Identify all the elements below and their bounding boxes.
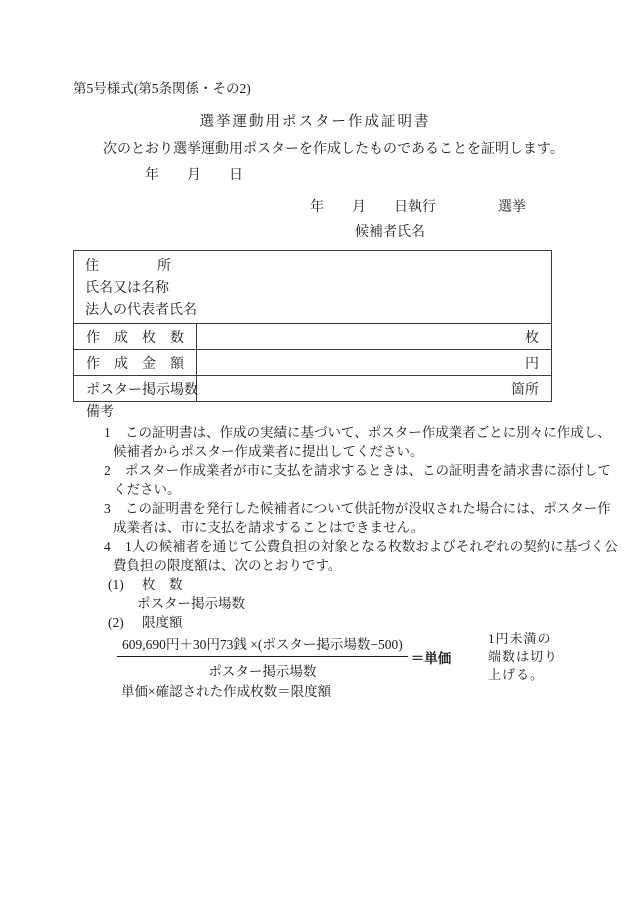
note-3-line-2: 成業者は、市に支払を請求することはできません。 [113, 520, 425, 535]
note-2-text: ポスター作成業者が市に支払を請求するときは、この証明書を請求書に添付して [125, 463, 611, 478]
sub-item-1 [85, 575, 555, 594]
page-title: 選挙運動用ポスター作成証明書 [199, 114, 431, 130]
remarks-list [85, 423, 618, 632]
note-4-number: 4 [104, 539, 111, 554]
note-4-line-1 [85, 537, 618, 556]
note-1-line-1 [85, 423, 611, 442]
info-table [73, 250, 552, 402]
note-3-line-1 [85, 499, 611, 518]
table-row-poster-sites [74, 376, 551, 401]
note-3-text: この証明書を発行した候補者について供託物が没収された場合には、ポスター作 [125, 501, 611, 516]
rounding-note-line-1: 1円未満の [488, 631, 552, 646]
amount-label: 作 成 金 額 [74, 350, 197, 375]
table-row-amount [74, 350, 551, 376]
formula-equals-unit-price: ＝単価 [410, 650, 452, 666]
amount-unit: 円 [525, 356, 539, 372]
sheet-count-label: 作 成 枚 数 [74, 324, 197, 349]
note-1-text: この証明書は、作成の実績に基づいて、ポスター作成業者ごとに別々に作成し、 [125, 425, 611, 440]
sheet-count-unit: 枚 [525, 330, 539, 346]
rounding-note [488, 630, 558, 684]
sub-item-2 [85, 613, 555, 632]
table-row-sheet-count [74, 324, 551, 350]
address-label-row [85, 256, 171, 278]
corporate-representative-label: 法人の代表者氏名 [85, 303, 197, 318]
note-2-line-2: ください。 [113, 482, 181, 497]
note-1-number: 1 [104, 425, 111, 440]
poster-sites-label: ポスター掲示場数 [74, 376, 197, 401]
maker-identity-cell [74, 251, 551, 324]
formula-fraction [117, 633, 408, 680]
sub-item-1-detail: ポスター掲示場数 [137, 596, 245, 611]
note-2-line-1 [85, 461, 611, 480]
form-number: 第5号様式(第5条関係・その2) [73, 81, 251, 96]
address-label-left: 住 [85, 259, 99, 274]
limit-amount-formula: 単価×確認された作成枚数＝限度額 [121, 684, 332, 699]
certification-statement: 次のとおり選挙運動用ポスターを作成したものであることを証明します。 [103, 142, 564, 157]
note-4-text: 1人の候補者を通じて公費負担の対象となる枚数およびそれぞれの契約に基づく公 [125, 539, 618, 554]
rounding-note-line-3: 上げる。 [488, 667, 545, 682]
sheet-count-value-cell [197, 324, 551, 349]
note-3-number: 3 [104, 501, 111, 516]
note-2-number: 2 [104, 463, 111, 478]
election-date-blank: 年 月 日執行 [310, 200, 436, 215]
note-1-line-2: 候補者からポスター作成業者に提出してください。 [113, 444, 424, 459]
sub-item-2-label: 限度額 [142, 615, 183, 630]
issue-date-blank: 年 月 日 [145, 168, 243, 183]
poster-sites-value-cell [197, 376, 551, 401]
poster-sites-unit: 箇所 [511, 382, 539, 398]
rounding-note-line-2: 端数は切り [488, 649, 559, 664]
remarks-heading: 備考 [86, 405, 114, 420]
name-or-title-label: 氏名又は名称 [85, 281, 169, 296]
unit-price-formula [117, 633, 451, 680]
candidate-name-label: 候補者氏名 [355, 225, 425, 240]
formula-denominator: ポスター掲示場数 [208, 664, 317, 679]
note-4-line-2: 費負担の限度額は、次のとおりです。 [113, 558, 342, 573]
election-label: 選挙 [498, 200, 526, 215]
formula-numerator: 609,690円＋30円73銭 ×(ポスター掲示場数−500) [117, 633, 408, 657]
address-label-right: 所 [157, 259, 171, 274]
sub-item-1-marker: (1) [108, 577, 124, 592]
amount-value-cell [197, 350, 551, 375]
sub-item-2-marker: (2) [108, 615, 124, 630]
sub-item-1-label: 枚 数 [142, 577, 183, 592]
